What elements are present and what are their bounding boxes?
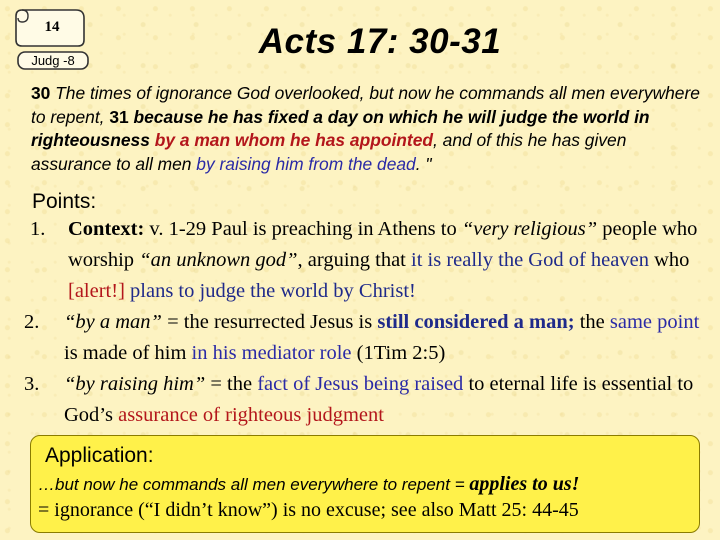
point-text: who xyxy=(648,249,690,271)
point-text: is made of him xyxy=(64,342,192,364)
point-quote: “by a man” xyxy=(64,311,162,333)
point-highlight-blue: fact of Jesus being raised xyxy=(257,373,464,395)
point-quote: “an unknown god” xyxy=(139,249,298,271)
verse-text-6: . " xyxy=(415,153,432,174)
point-text: = the xyxy=(205,373,258,395)
verse-number-31: 31 xyxy=(109,106,129,127)
point-text: people who worship xyxy=(68,218,698,271)
verse-text-1: The times of ignorance God overlooked, but now he commands all men everywhere to repent, xyxy=(31,83,700,127)
point-text: v. 1-29 Paul is preaching in Athens to xyxy=(144,218,462,240)
point-item-2 xyxy=(24,307,714,369)
application-heading: Application: xyxy=(45,444,154,467)
point-highlight-blue: it is really the God of heaven xyxy=(411,249,649,271)
application-quote: …but now he commands all men everywhere to repent = xyxy=(38,475,470,494)
point-text: the xyxy=(574,311,610,333)
points-list xyxy=(24,214,714,431)
point-highlight-blue: in his mediator role xyxy=(191,342,352,364)
point-text: = the resurrected Jesus is xyxy=(161,311,378,333)
verse-text-highlight-blue: by raising him from the dead xyxy=(196,153,416,174)
point-quote: “very religious” xyxy=(461,218,598,240)
point-alert: [alert!] xyxy=(68,280,125,302)
point-item-1 xyxy=(24,214,714,307)
point-quote: “by raising him” xyxy=(64,373,206,395)
verse-text-4: , and of this he has given assurance to all men xyxy=(31,130,627,174)
badge-label: Judg -8 xyxy=(31,53,75,68)
point-text: to eternal life is essential to God’s xyxy=(64,373,694,426)
scripture-verse xyxy=(31,82,711,176)
point-number: 2. xyxy=(24,311,40,333)
point-number: 3. xyxy=(24,373,40,395)
application-emphasis: applies to us! xyxy=(469,473,580,495)
point-text: , arguing that xyxy=(297,249,412,271)
application-box xyxy=(30,435,700,533)
points-heading: Points: xyxy=(32,190,97,213)
verse-number-30: 30 xyxy=(31,83,51,103)
point-item-3 xyxy=(24,369,714,431)
point-highlight-blue: same point xyxy=(609,311,700,333)
point-text: (1Tim 2:5) xyxy=(351,342,446,364)
application-line-1 xyxy=(38,473,579,496)
point-highlight-blue: still considered a man; xyxy=(377,311,575,333)
point-highlight-blue: plans to judge the world by Christ! xyxy=(130,280,416,302)
verse-text-highlight-red: by a man whom he has appointed xyxy=(154,130,433,150)
badge-number: 14 xyxy=(44,19,60,35)
point-highlight-red: assurance of righteous judgment xyxy=(118,404,384,426)
verse-text-2: because he has fixed a day on which he will judge the world in righteousness xyxy=(31,106,650,150)
application-line-2: = ignorance (“I didn’t know”) is no excuse; see also Matt 25: 44-45 xyxy=(38,499,579,521)
point-label: Context: xyxy=(68,218,145,240)
page-title: Acts 17: 30-31 xyxy=(258,22,502,61)
point-number: 1. xyxy=(30,218,46,240)
